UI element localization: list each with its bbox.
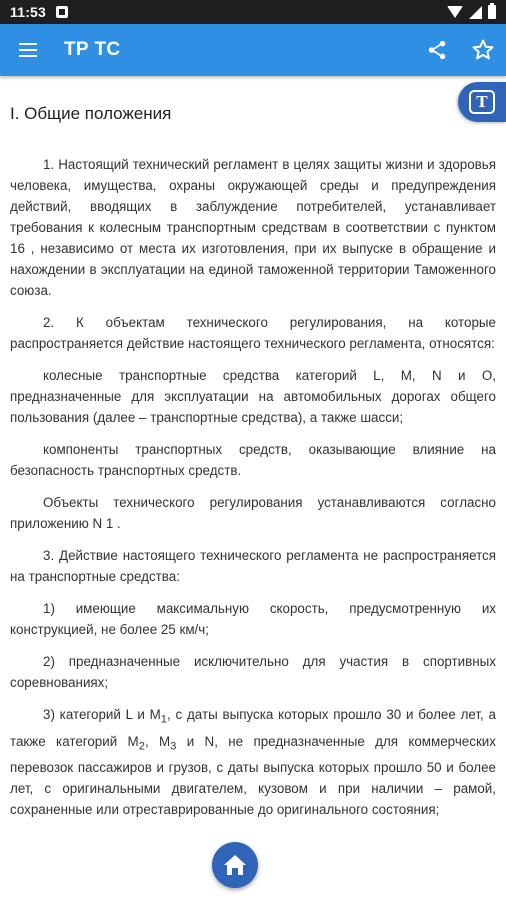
share-button[interactable] — [414, 24, 460, 76]
menu-icon[interactable] — [0, 24, 56, 76]
share-icon — [426, 39, 448, 61]
text-size-button[interactable] — [458, 82, 506, 122]
home-icon — [222, 853, 248, 877]
paragraph-4: компоненты транспортных средств, оказывающие влияние на безопасность транспортных средств. — [10, 442, 496, 478]
paragraph-9 — [10, 704, 496, 820]
paragraph-6: 3. Действие настоящего технического регламента не распространяется на транспортные средства: — [10, 548, 496, 584]
status-bar — [0, 0, 506, 24]
app-title: ТР ТС — [64, 39, 121, 60]
signal-icon — [469, 6, 482, 19]
paragraph-3: колесные транспортные средства категорий L, M, N и O, предназначенные для эксплуатации на автомобильных дорогах общего пользования (далее – транспортные средства), а также шасси; — [10, 368, 496, 425]
battery-icon — [488, 5, 496, 19]
subscript-1: 1 — [160, 713, 168, 726]
document-content[interactable] — [0, 76, 506, 900]
section-title: I. Общие положения — [10, 104, 172, 123]
paragraph-9-part-3: , M — [144, 733, 171, 749]
star-icon — [471, 38, 495, 62]
wifi-icon — [447, 6, 463, 18]
subscript-2: 2 — [138, 740, 145, 753]
paragraph-9-part-2: , с даты выпуска которых прошло 30 и более лет, а также категорий M — [10, 707, 496, 749]
paragraph-2: 2. К объектам технического регулирования, на которые распространяется действие настоящего технического регламента, относятся: — [10, 315, 496, 351]
paragraph-5: Объекты технического регулирования устанавливаются согласно приложению N 1 . — [10, 495, 496, 531]
status-time: 11:53 — [10, 4, 47, 20]
favorite-button[interactable] — [460, 24, 506, 76]
subscript-3: 3 — [170, 740, 177, 753]
paragraph-9-part-1: 3) категорий L и M — [43, 707, 161, 722]
paragraph-8: 2) предназначенные исключительно для участия в спортивных соревнованиях; — [10, 654, 496, 690]
paragraph-7: 1) имеющие максимальную скорость, предусмотренную их конструкцией, не более 25 км/ч; — [10, 601, 496, 637]
home-button[interactable] — [212, 842, 258, 888]
app-bar — [0, 24, 506, 76]
paragraph-9-part-4: и N, не предназначенные для коммерческих перевозок пассажиров и грузов, с даты выпуска которых прошло 50 и более лет, с оригинальными двигателем, кузовом и при наличии – рамой, сохраненные или отреставрированные до оригинального состояния; — [10, 733, 496, 818]
sd-card-icon — [56, 6, 68, 18]
text-format-icon: T — [469, 90, 495, 114]
app-actions — [414, 24, 506, 76]
status-icons — [447, 5, 496, 19]
paragraph-1: 1. Настоящий технический регламент в целях защиты жизни и здоровья человека, имущества, охраны окружающей среды и предупреждения действий, вводящих в заблуждение потребителей, устанавливает требования к колесным транспортным средствам в соответствии с пунктом 16 , независимо от места их изготовления, при их выпуске в обращение и нахождении в эксплуатации на единой таможенной территории Таможенного союза. — [10, 157, 496, 298]
